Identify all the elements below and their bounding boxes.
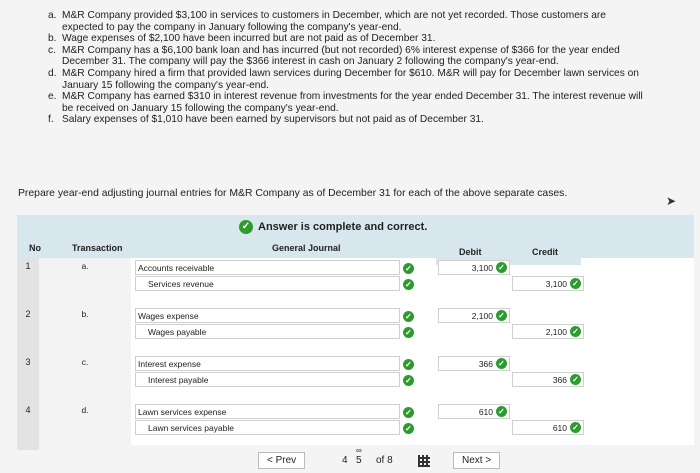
link-icon: ∞: [356, 446, 362, 455]
table-row: [17, 402, 694, 450]
header-credit: Credit: [532, 247, 559, 257]
page-indicator: [334, 446, 419, 470]
check-icon: ✓: [403, 311, 414, 322]
check-icon: ✓: [403, 423, 414, 434]
problem-item-e: e. M&R Company has earned $310 in interest revenue from investments for the year ended December 31. The interest revenue will be received on January 15 following the company's year-end.: [48, 91, 643, 114]
page-total: of 8: [376, 455, 393, 466]
table-header: [17, 240, 694, 258]
problem-item-a: a. M&R Company provided $3,100 in services to customers in December, which are not yet recorded. Those customers are expected to pay the company in January following the company's year-end.: [48, 10, 606, 33]
row-transaction: a.: [39, 258, 131, 306]
check-icon: ✓: [570, 422, 581, 433]
credit-account-field[interactable]: Lawn services payable: [135, 420, 400, 435]
current-page[interactable]: 4: [342, 455, 348, 466]
header-debit: Debit: [459, 247, 482, 257]
row-number: 2: [17, 306, 39, 354]
problem-item-f: f. Salary expenses of $1,010 have been earned by supervisors but not paid as of December 31.: [48, 114, 484, 126]
credit-account-field[interactable]: Interest payable: [135, 372, 400, 387]
table-row: [17, 306, 694, 354]
row-number: 3: [17, 354, 39, 402]
problem-item-b: b. Wage expenses of $2,100 have been incurred but are not paid as of December 31.: [48, 33, 436, 45]
credit-field[interactable]: 3,100 ✓: [512, 276, 584, 291]
check-icon: ✓: [239, 220, 253, 234]
credit-field[interactable]: 610 ✓: [512, 420, 584, 435]
check-icon: ✓: [403, 279, 414, 290]
check-icon: ✓: [403, 263, 414, 274]
header-transaction: Transaction: [72, 243, 123, 253]
table-row: [17, 354, 694, 402]
journal-table: [17, 240, 694, 445]
credit-field[interactable]: 2,100 ✓: [512, 324, 584, 339]
row-transaction: d.: [39, 402, 131, 450]
header-no: No: [29, 243, 41, 253]
check-icon: ✓: [403, 407, 414, 418]
check-icon: ✓: [496, 262, 507, 273]
debit-field[interactable]: 3,100 ✓: [438, 260, 510, 275]
cursor-icon: ➤: [666, 194, 677, 208]
debit-field[interactable]: 366 ✓: [438, 356, 510, 371]
debit-field[interactable]: 2,100 ✓: [438, 308, 510, 323]
debit-account-field[interactable]: Interest expense: [135, 356, 400, 371]
row-number: 1: [17, 258, 39, 306]
answer-banner: [17, 215, 694, 240]
check-icon: ✓: [570, 374, 581, 385]
row-number: 4: [17, 402, 39, 450]
check-icon: ✓: [496, 358, 507, 369]
next-page-number[interactable]: 5: [356, 455, 362, 466]
credit-field[interactable]: 366 ✓: [512, 372, 584, 387]
chevron-right-icon: >: [485, 455, 492, 466]
pagination: [258, 446, 528, 472]
problem-item-c: c. M&R Company has a $6,100 bank loan and has incurred (but not recorded) 6% interest expense of $366 for the year ended December 31. The company will pay the $366 interest in cash on January 2 following the company's year-end.: [48, 44, 620, 68]
check-icon: ✓: [496, 310, 507, 321]
credit-account-field[interactable]: Services revenue: [135, 276, 400, 291]
row-transaction: b.: [39, 306, 131, 354]
check-icon: ✓: [570, 326, 581, 337]
credit-account-field[interactable]: Wages payable: [135, 324, 400, 339]
debit-account-field[interactable]: Lawn services expense: [135, 404, 400, 419]
debit-account-field[interactable]: Wages expense: [135, 308, 400, 323]
instructions: Prepare year-end adjusting journal entries for M&R Company as of December 31 for each of the above separate cases.: [18, 188, 568, 199]
next-button[interactable]: Next >: [453, 452, 500, 469]
check-icon: ✓: [403, 327, 414, 338]
grid-icon[interactable]: [418, 455, 430, 467]
banner-text: Answer is complete and correct.: [258, 221, 428, 233]
problem-item-d: d. M&R Company hired a firm that provided lawn services during December for $610. M&R will pay for December lawn services on January 15 following the company's year-end.: [48, 67, 639, 91]
prev-button[interactable]: < Prev: [258, 452, 305, 469]
check-icon: ✓: [403, 375, 414, 386]
check-icon: ✓: [403, 359, 414, 370]
debit-account-field[interactable]: Accounts receivable: [135, 260, 400, 275]
check-icon: ✓: [496, 406, 507, 417]
debit-field[interactable]: 610 ✓: [438, 404, 510, 419]
problem-text: [48, 10, 648, 126]
header-general-journal: General Journal: [272, 243, 341, 253]
chevron-left-icon: <: [267, 455, 273, 466]
row-transaction: c.: [39, 354, 131, 402]
table-row: [17, 258, 694, 306]
check-icon: ✓: [570, 278, 581, 289]
